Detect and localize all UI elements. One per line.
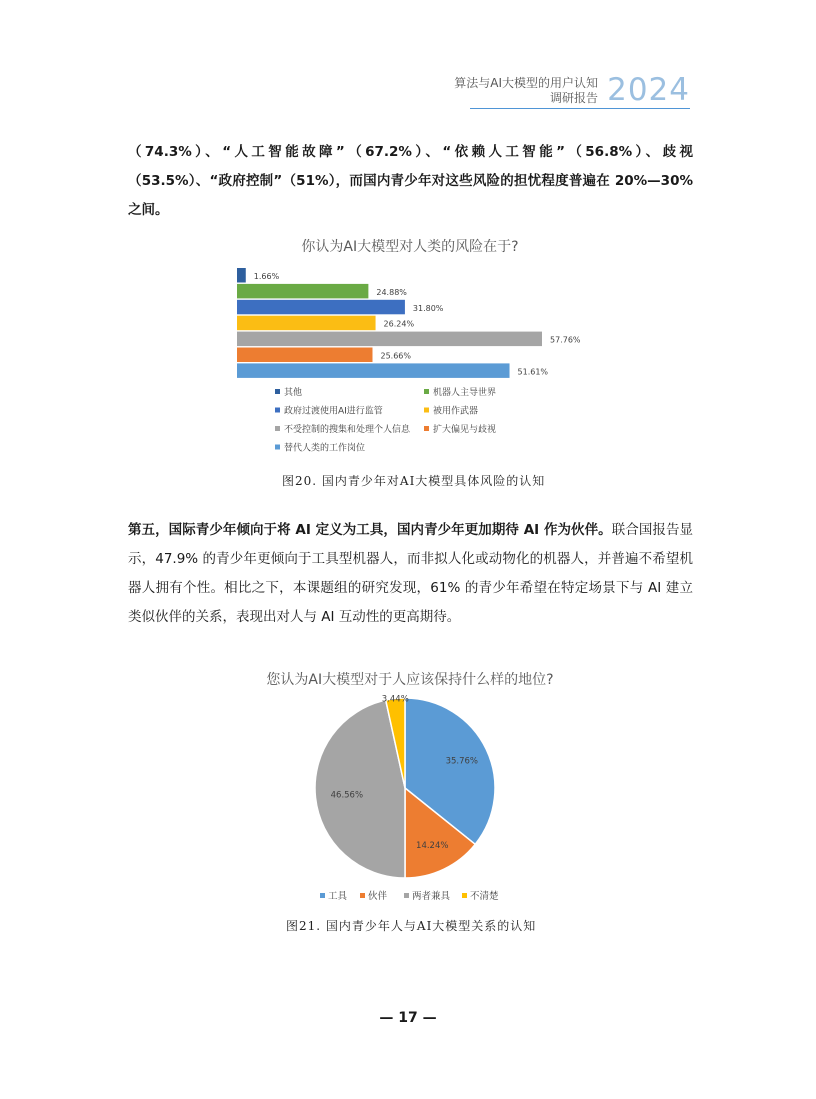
- bar-label-6: 51.61%: [517, 367, 549, 377]
- pie-label-0: 35.76%: [445, 756, 479, 767]
- pie-legend-swatch-2: [404, 893, 409, 898]
- report-title-line2: 调研报告: [549, 91, 598, 105]
- legend-label-1: 机器人主导世界: [433, 388, 497, 398]
- legend-label-6: 替代人类的工作岗位: [284, 443, 366, 454]
- bar-label-5: 25.66%: [380, 351, 412, 361]
- bar-label-0: 1.66%: [253, 272, 280, 281]
- figure21-caption: 图21. 国内青少年人与AI大模型关系的认知: [286, 919, 537, 933]
- report-year: 2024: [607, 72, 690, 108]
- bar-label-4: 57.76%: [550, 335, 581, 345]
- figure20-chart-title: 你认为AI大模型对人类的风险在于?: [301, 239, 519, 255]
- pie-legend-swatch-3: [462, 893, 467, 898]
- pie-legend-swatch-0: [320, 893, 325, 898]
- pie-label-1: 14.24%: [416, 840, 449, 851]
- legend-label-0: 其他: [284, 388, 303, 398]
- bar-label-1: 24.88%: [376, 287, 407, 297]
- figure20-caption: 图20. 国内青少年对AI大模型具体风险的认知: [282, 474, 546, 488]
- legend-label-2: 政府过渡使用AI进行监管: [284, 406, 383, 417]
- pie-legend-label-0: 工具: [328, 891, 348, 902]
- paragraph-fifth-bold: 第五，国际青少年倾向于将 AI 定义为工具，国内青少年更加期待 AI 作为伙伴。: [128, 522, 612, 538]
- pie-label-2: 46.56%: [330, 790, 364, 801]
- page-number: — 17 —: [379, 1010, 437, 1026]
- pie-legend-label-2: 两者兼具: [412, 891, 451, 902]
- pie-legend-swatch-1: [360, 893, 365, 898]
- report-title-line1: 算法与AI大模型的用户认知: [454, 76, 598, 90]
- figure21-chart-title: 您认为AI大模型对于人应该保持什么样的地位?: [266, 672, 554, 688]
- legend-label-5: 扩大偏见与歧视: [433, 425, 497, 435]
- paragraph-fifth-body: 联合国报告显示，47.9% 的青少年更倾向于工具型机器人，而非拟人化或动物化的机器人，并普遍不希望机器人拥有个性。相比之下，本课题组的研究发现，61% 的青少年希望在特定场景下与 AI 建立类似伙伴的关系，表现出对人与 AI 互动性的更高期待。: [128, 522, 693, 625]
- pie-label-3: 3.44%: [381, 694, 409, 705]
- legend-label-4: 不受控制的搜集和处理个人信息: [284, 425, 411, 435]
- paragraph-risks-text: （74.3%）、“人工智能故障”（67.2%）、“依赖人工智能”（56.8%）、歧视（53.5%）、“政府控制”（51%），而国内青少年对这些风险的担忧程度普遍在 20%—30% 之间。: [128, 144, 693, 218]
- legend-label-3: 被用作武器: [433, 406, 479, 417]
- pie-legend-label-3: 不清楚: [470, 891, 499, 902]
- bar-label-2: 31.80%: [412, 303, 444, 313]
- pie-legend-label-1: 伙伴: [368, 891, 388, 902]
- bar-label-3: 26.24%: [383, 319, 415, 329]
